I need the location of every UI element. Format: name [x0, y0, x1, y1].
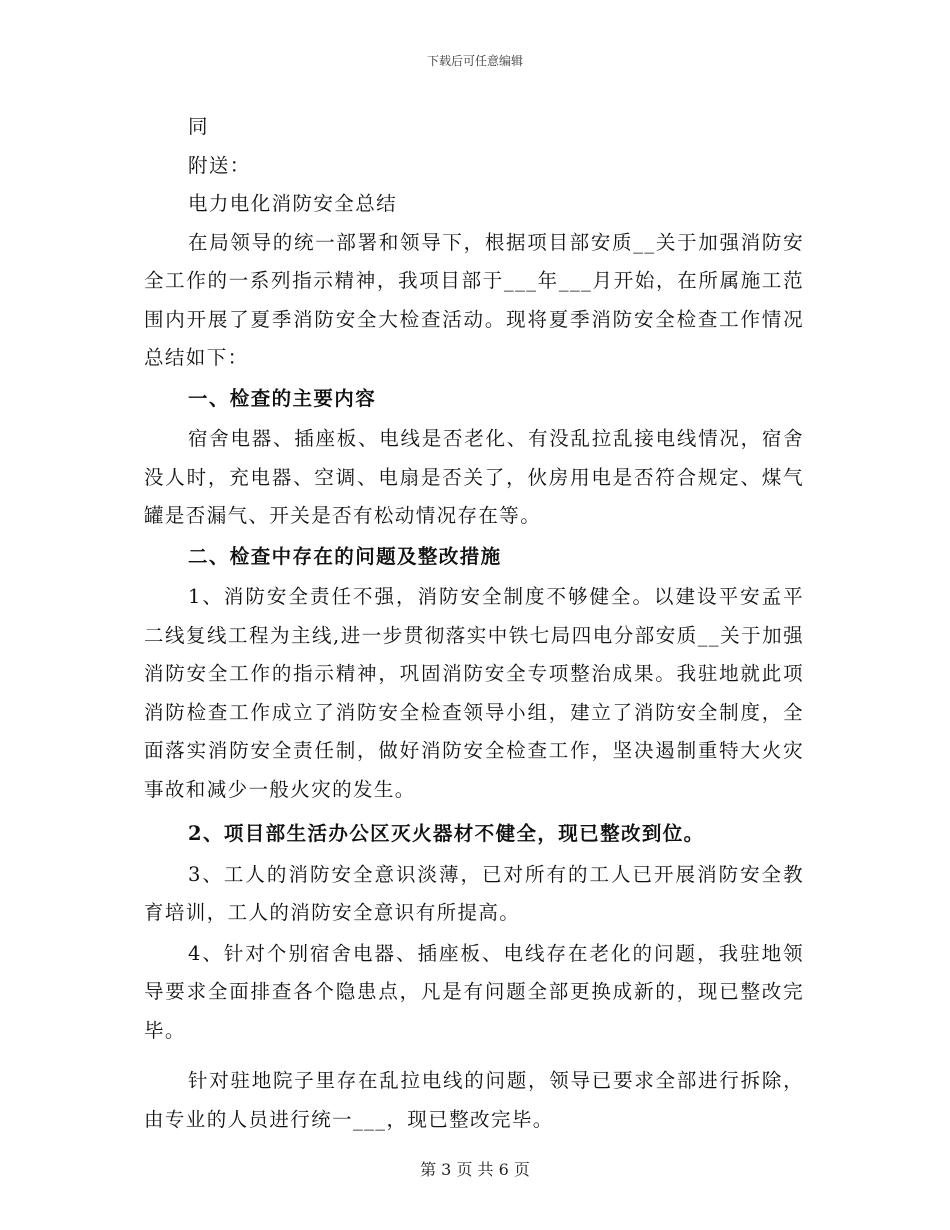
section-heading-1: 一、检查的主要内容 — [188, 386, 377, 410]
paragraph-issue-1: 1、消防安全责任不强，消防安全制度不够健全。以建设平安孟平二线复线工程为主线,进一步贯彻落实中铁七局四电分部安质__关于加强消防安全工作的指示精神，巩固消防安全专项整治成果。我驻地就此项消防检查工作成立了消防安全检查领导小组，建立了消防安全制度，全面落实消防安全责任制，做好消防安全检查工作，坚决遏制重特大火灾事故和减少一般火灾的发生。 — [144, 585, 804, 801]
paragraph-intro: 在局领导的统一部署和领导下，根据项目部安质__关于加强消防安全工作的一系列指示精神，我项目部于___年___月开始，在所属施工范围内开展了夏季消防安全大检查活动。现将夏季消防安全检查工作情况总结如下： — [144, 230, 804, 369]
paragraph-issue-3: 3、工人的消防安全意识淡薄，已对所有的工人已开展消防安全教育培训，工人的消防安全意识有所提高。 — [144, 862, 804, 924]
paragraph-inspection-content: 宿舍电器、插座板、电线是否老化、有没乱拉乱接电线情况，宿舍没人时，充电器、空调、电扇是否关了，伙房用电是否符合规定、煤气罐是否漏气、开关是否有松动情况存在等。 — [144, 427, 804, 527]
page-number: 第 3 页 共 6 页 — [420, 1160, 530, 1179]
document-title: 电力电化消防安全总结 — [188, 192, 398, 215]
paragraph-issue-2-bold: 2、项目部生活办公区灭火器材不健全，现已整改到位。 — [188, 822, 705, 845]
page-header: 下载后可任意编辑 — [426, 54, 523, 68]
document-body — [144, 108, 804, 1139]
paragraph-wiring: 针对驻地院子里存在乱拉电线的问题，领导已要求全部进行拆除，由专业的人员进行统一___，现已整改完毕。 — [144, 1069, 804, 1131]
paragraph-issue-4: 4、针对个别宿舍电器、插座板、电线存在老化的问题，我驻地领导要求全面排查各个隐患点，凡是有问题全部更换成新的，现已整改完毕。 — [144, 941, 804, 1042]
paragraph-attached: 附送： — [188, 153, 251, 177]
paragraph-tong: 同 — [188, 115, 209, 138]
section-heading-2: 二、检查中存在的问题及整改措施 — [188, 544, 502, 568]
